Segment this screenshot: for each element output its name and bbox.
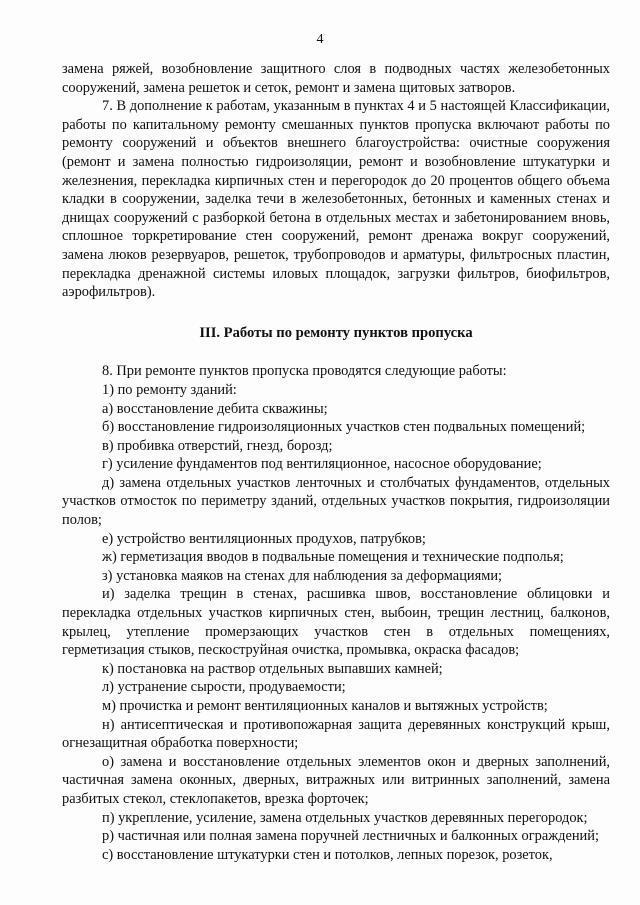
list-item: а) восстановление дебита скважины; <box>102 400 328 417</box>
list-item: л) устранение сырости, продуваемости; <box>102 679 346 696</box>
list-item: н) антисептическая и противопожарная защита деревянных конструкций крыш, огнезащитная обработка поверхности; <box>62 716 610 752</box>
list-item: м) прочистка и ремонт вентиляционных каналов и вытяжных устройств; <box>102 698 548 714</box>
list-item: и) заделка трещин в стенах, расшивка швов, восстановление облицовки и перекладка отдельных участков кирпичных стен, выбоин, трещин лестниц, балконов, крылец, утепление промерзающих участков стен в отдельных помещениях, герметизация стыков, пескоструйная очистка, промывка, окраска фасадов; <box>62 586 610 659</box>
list-item: е) устройство вентиляционных продухов, патрубков; <box>102 530 426 547</box>
list-item: с) восстановление штукатурки стен и потолков, лепных порезок, розеток, <box>102 846 553 863</box>
list-item: ж) герметизация вводов в подвальные помещения и технические подполья; <box>102 549 564 566</box>
document-body <box>62 60 610 864</box>
list-item: р) частичная или полная замена поручней лестничных и балконных ограждений; <box>102 828 599 845</box>
list-item: б) восстановление гидроизоляционных участков стен подвальных помещений; <box>102 419 586 436</box>
list-item: в) пробивка отверстий, гнезд, борозд; <box>102 437 333 454</box>
paragraph-continuation: замена ряжей, возобновление защитного слоя в подводных частях железобетонных сооружений, замена решеток и сеток, ремонт и замена щитовых затворов. <box>62 61 610 96</box>
list-item: о) замена и восстановление отдельных элементов окон и дверных заполнений, частичная замена оконных, дверных, витражных или витринных заполнений, замена разбитых стекол, стеклопакетов, врезка форточек; <box>62 753 610 807</box>
list-item: к) постановка на раствор отдельных выпавших камней; <box>102 660 443 677</box>
paragraph-item-7: 7. В дополнение к работам, указанным в пунктах 4 и 5 настоящей Классификации, работы по капитальному ремонту смешанных пунктов пропуска включают работы по ремонту сооружений и объектов внешнего благоустройства: очистные сооружения (ремонт и замена полностью гидроизоляции, ремонт и возобновление штукатурки и железнения, перекладка кирпичных стен и перегородок до 20 процентов общего объема кладки в сооружении, заделка течи в железобетонных, бетонных и каменных стенах и днищах сооружений с разборкой бетона в отдельных местах и забетонированием вновь, сплошное торкретирование стен сооружений, ремонт дренажа вокруг сооружений, замена люков резервуаров, решеток, трубопроводов и арматуры, фильтросных пластин, перекладка дренажной системы иловых площадок, загрузки фильтров, биофильтров, аэрофильтров). <box>62 98 610 301</box>
list-item: д) замена отдельных участков ленточных и столбчатых фундаментов, отдельных участков отмосток по периметру зданий, отдельных участков покрытия, гидроизоляции полов; <box>62 474 610 529</box>
list-item: п) укрепление, усиление, замена отдельных участков деревянных перегородок; <box>102 809 588 826</box>
section-heading: III. Работы по ремонту пунктов пропуска <box>199 324 473 341</box>
list-item: г) усиление фундаментов под вентиляционное, насосное оборудование; <box>102 456 542 473</box>
list-item: 1) по ремонту зданий: <box>102 381 237 398</box>
page-number: 4 <box>316 32 324 47</box>
list-item: з) установка маяков на стенах для наблюдения за деформациями; <box>102 567 503 584</box>
paragraph-item-8: 8. При ремонте пунктов пропуска проводятся следующие работы: <box>102 363 507 380</box>
